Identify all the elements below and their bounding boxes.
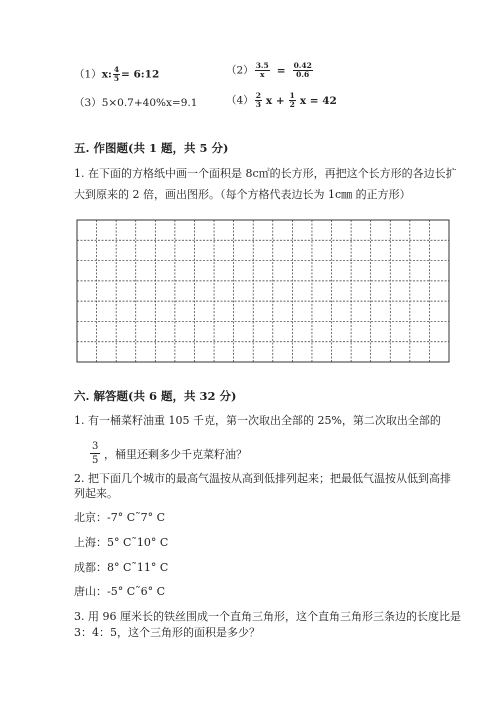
city-chengdu: 成都：8° C˜11° C [74,561,169,574]
equation-4-mid: x + [265,94,285,107]
equation-1-post: = 6:12 [121,68,160,81]
city-tangshan: 唐山：-5° C˜6° C [74,585,166,598]
section-5-question-1-line-1: 1. 在下面的方格纸中画一个面积是 8c㎡的长方形，再把这个长方形的各边长扩 [74,167,457,180]
equation-3-expr: 5×0.7+40%x=9.1 [101,97,198,109]
section-6-question-1-line-2: ，桶里还剩多少千克菜籽油？ [104,448,247,461]
equation-2 [226,62,314,79]
equation-2-label: （2） [226,64,254,77]
section-6-question-1-line-1: 1. 有一桶菜籽油重 105 千克，第一次取出全部的 25%，第二次取出全部的 [74,414,441,427]
section-6-question-3-line-1: 3. 用 96 厘米长的铁丝围成一个直角三角形，这个直角三角形三条边的长度比是 [74,610,461,623]
city-shanghai: 上海：5° C˜10° C [74,536,169,549]
equation-1-label: （1） [74,68,102,81]
grid-svg[interactable] [76,219,450,363]
equation-1-pre: x: [101,68,112,81]
section-6-heading: 六. 解答题(共 6 题，共 32 分) [74,389,237,403]
equation-3 [74,95,197,110]
section-5-heading: 五. 作图题(共 1 题，共 5 分) [74,141,229,155]
equation-2-right-fraction: $\frac{0.42}{0.6}$ [293,61,312,79]
grid-paper[interactable] [76,219,450,363]
equation-3-label: （3） [74,97,102,109]
equation-1 [74,66,159,83]
equation-4-post: x = 42 [299,94,337,107]
equation-4 [226,92,337,109]
equation-2-equals: = [276,64,286,77]
section-6-question-2-line-2: 列起来。 [74,487,118,500]
equation-2-left-fraction: $\frac{3.5}{x}$ [255,61,269,79]
grid-border [77,220,449,362]
equation-4-label: （4） [226,94,254,107]
section-6-question-1-fraction [90,440,100,467]
equation-4-fraction-1: $\frac{2}{3}$ [255,91,261,109]
fraction-denominator: 5 [92,455,99,466]
city-beijing: 北京：-7° C˜7° C [74,511,166,524]
equation-4-fraction-2: $\frac{1}{2}$ [289,91,295,109]
section-6-question-2-line-1: 2. 把下面几个城市的最高气温按从高到低排列起来；把最低气温按从低到高排 [74,472,451,485]
equation-1-fraction: $\frac{4}{5}$ [113,65,120,83]
section-5-question-1-line-2: 大到原来的 2 倍，画出图形。（每个方格代表边长为 1c㎜ 的正方形） [74,188,411,201]
fraction-numerator: 3 [92,441,99,452]
section-6-question-3-line-2: 3：4：5，这个三角形的面积是多少？ [74,626,260,639]
